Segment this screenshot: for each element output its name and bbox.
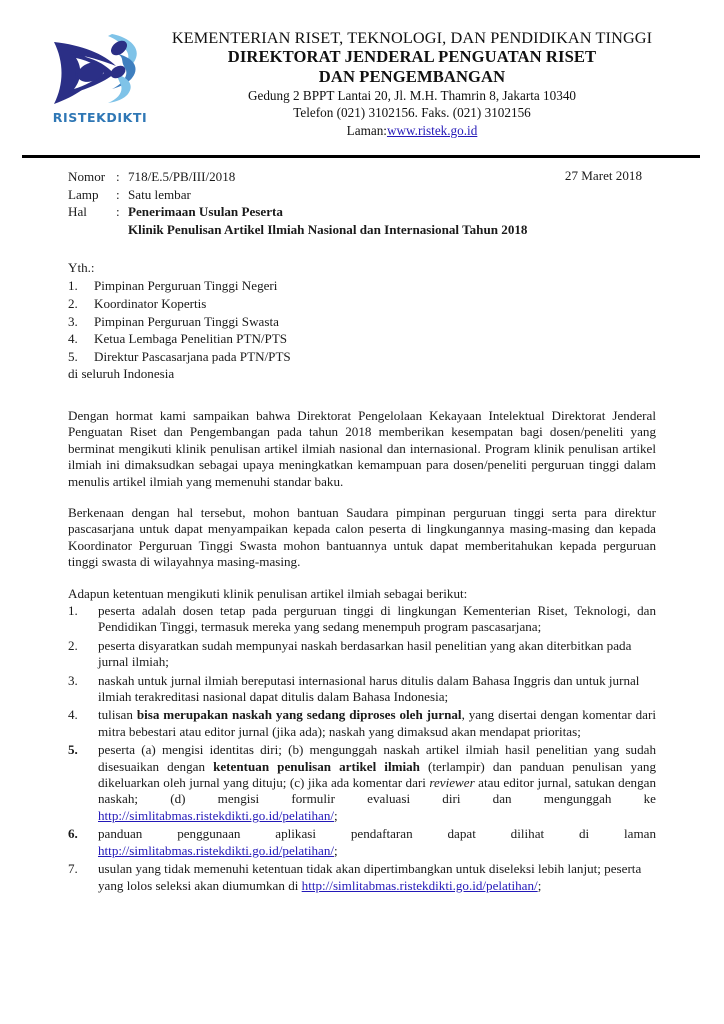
condition-text-part: ; (334, 842, 338, 858)
list-item (68, 295, 656, 313)
list-item (68, 742, 656, 824)
list-item (68, 313, 656, 331)
simlitabmas-link[interactable]: http://simlitabmas.ristekdikti.go.id/pelatihan/ (98, 807, 335, 823)
meta-row-hal (68, 203, 656, 221)
paragraph-2: Berkenaan dengan hal tersebut, mohon bantuan Saudara pimpinan perguruan tinggi serta para direktur pascasarjana untuk dapat menyampaikan kepada calon peserta di lingkungannya masing-masing dan kepada Koordinator Perguruan Tinggi Swasta mohon bantuannya untuk dapat memberitahukan kepada perguruan tinggi swasta di wilayahnya masing-masing. (68, 504, 656, 570)
recipient-number: 4. (68, 331, 78, 347)
recipient-number: 5. (68, 348, 78, 364)
condition-text: peserta adalah dosen tetap pada perguruan tinggi di lingkungan Kementerian Riset, Teknologi, dan Pendidikan Tinggi, termasuk mereka yang sedang menempuh program pascasarjana; (98, 603, 656, 635)
list-item (68, 673, 656, 706)
condition-number: 3. (68, 672, 78, 688)
hal-colon: : (116, 204, 120, 220)
recipients-footer: di seluruh Indonesia (68, 366, 175, 382)
condition-emphasis: bisa merupakan naskah yang sedang diproses oleh jurnal (136, 707, 462, 723)
condition-italic: reviewer (429, 775, 475, 791)
list-item (68, 638, 656, 671)
list-item (68, 861, 656, 894)
website-line (132, 122, 692, 139)
meta-row-lamp (68, 186, 656, 204)
list-item (68, 603, 656, 636)
simlitabmas-link[interactable]: http://simlitabmas.ristekdikti.go.id/pelatihan/ (98, 842, 335, 858)
hal-value-line2: Klinik Penulisan Artikel Ilmiah Nasional dan Internasional Tahun 2018 (128, 221, 528, 237)
simlitabmas-link[interactable]: http://simlitabmas.ristekdikti.go.id/pelatihan/ (301, 877, 538, 893)
condition-text-part: panduan penggunaan aplikasi pendaftaran dapat dilihat di laman (98, 826, 656, 842)
website-label: Laman: (346, 122, 387, 138)
nomor-label: Nomor (68, 169, 106, 184)
directorate-line2: DAN PENGEMBANGAN (318, 66, 506, 86)
condition-number: 5. (68, 742, 78, 758)
letter-meta (68, 168, 656, 238)
list-item (68, 277, 656, 295)
nomor-colon: : (116, 169, 120, 184)
letterhead (0, 28, 724, 148)
lamp-colon: : (116, 186, 120, 202)
recipients-block (68, 259, 656, 383)
lamp-value: Satu lembar (128, 186, 191, 202)
condition-text-part: , yang disertai dengan komentar dari mitra bebestari atau editor jurnal (jika ada); naskah yang dimaksud akan mendapat prioritas; (98, 707, 656, 739)
website-link[interactable]: www.ristek.go.id (386, 122, 478, 138)
recipient-label: Pimpinan Perguruan Tinggi Negeri (94, 278, 278, 294)
condition-text-part: usulan yang tidak memenuhi ketentuan tidak akan dipertimbangkan untuk diseleksi lebih lanjut; peserta yang lolos seleksi akan diumumkan di (98, 861, 642, 893)
lamp-label: Lamp (68, 186, 99, 202)
phone-line: Telefon (021) 3102156. Faks. (021) 3102156 (293, 105, 531, 121)
address-line: Gedung 2 BPPT Lantai 20, Jl. M.H. Thamrin 8, Jakarta 10340 (247, 88, 577, 103)
condition-text (98, 742, 656, 824)
condition-text-part: atau editor jurnal, satukan dengan naskah; (d) mengisi formulir evaluasi diri dan mengunggah ke (98, 775, 656, 807)
recipient-label: Direktur Pascasarjana pada PTN/PTS (94, 348, 291, 364)
logo-wordmark: RISTEKDIKTI (52, 110, 148, 125)
recipients-title: Yth.: (68, 260, 95, 276)
condition-number: 7. (68, 861, 78, 877)
condition-emphasis: ketentuan penulisan artikel ilmiah (213, 758, 420, 774)
condition-text: naskah untuk jurnal ilmiah bereputasi internasional harus ditulis dalam Bahasa Inggris dan untuk jurnal ilmiah terakreditasi nasional dapat ditulis dalam Bahasa Indonesia; (98, 672, 640, 705)
list-item (68, 826, 656, 859)
condition-number: 1. (68, 603, 78, 618)
condition-text (98, 707, 656, 740)
conditions-list (68, 603, 656, 894)
paragraph-3: Adapun ketentuan mengikuti klinik penulisan artikel ilmiah sebagai berikut: (68, 585, 468, 601)
recipient-label: Koordinator Kopertis (94, 295, 207, 311)
hal-value-line1: Penerimaan Usulan Peserta (128, 204, 283, 220)
condition-number: 6. (68, 826, 78, 842)
recipient-number: 3. (68, 313, 78, 329)
list-item (68, 330, 656, 348)
nomor-value: 718/E.5/PB/III/2018 (128, 169, 236, 184)
directorate-line1: DIREKTORAT JENDERAL PENGUATAN RISET (227, 47, 597, 66)
condition-text: peserta disyaratkan sudah mempunyai naskah berdasarkan hasil penelitian yang akan diterbitkan pada jurnal ilmiah; (98, 637, 632, 670)
letter-body (68, 168, 656, 894)
recipient-label: Ketua Lembaga Penelitian PTN/PTS (94, 331, 288, 347)
list-item (68, 348, 656, 366)
condition-text (98, 861, 656, 894)
condition-number: 2. (68, 637, 78, 653)
recipient-number: 2. (68, 295, 78, 311)
list-item (68, 707, 656, 740)
hal-label: Hal (68, 204, 87, 220)
condition-text-part: tulisan (98, 707, 137, 723)
ministry-name: KEMENTERIAN RISET, TEKNOLOGI, DAN PENDIDIKAN TINGGI (171, 28, 653, 47)
paragraph-1: Dengan hormat kami sampaikan bahwa Direktorat Pengelolaan Kekayaan Intelektual Direktorat Jenderal Penguatan Riset dan Pengembangan pada tahun 2018 memberikan kesempatan bagi dosen/peneliti yang berminat mengikuti klinik penulisan artikel ilmiah nasional dan internasional. Program klinik penulisan artikel ilmiah ini dimaksudkan sebagai upaya meningkatkan kemampuan para dosen/peneliti perguruan tinggi dalam menulis artikel ilmiah yang memenuhi standar baku. (68, 407, 656, 489)
condition-number: 4. (68, 707, 78, 723)
condition-text-part: ; (334, 807, 338, 823)
meta-row-hal-cont (68, 221, 656, 239)
condition-text-part: ; (537, 877, 542, 893)
condition-text-part: (terlampir) dan panduan penulisan yang dikeluarkan oleh jurnal yang dituju; (c) jika ada komentar dari (98, 758, 656, 791)
letter-date: 27 Maret 2018 (564, 168, 642, 183)
condition-text-part: peserta (a) mengisi identitas diri; (b) mengunggah naskah artikel ilmiah hasil penelitian yang sudah disesuaikan dengan (98, 742, 656, 774)
recipient-label: Pimpinan Perguruan Tinggi Swasta (94, 313, 279, 329)
recipients-list (68, 277, 656, 365)
header-divider (22, 155, 700, 158)
condition-text (98, 826, 656, 859)
recipient-number: 1. (68, 278, 78, 294)
letterhead-text (132, 28, 692, 139)
